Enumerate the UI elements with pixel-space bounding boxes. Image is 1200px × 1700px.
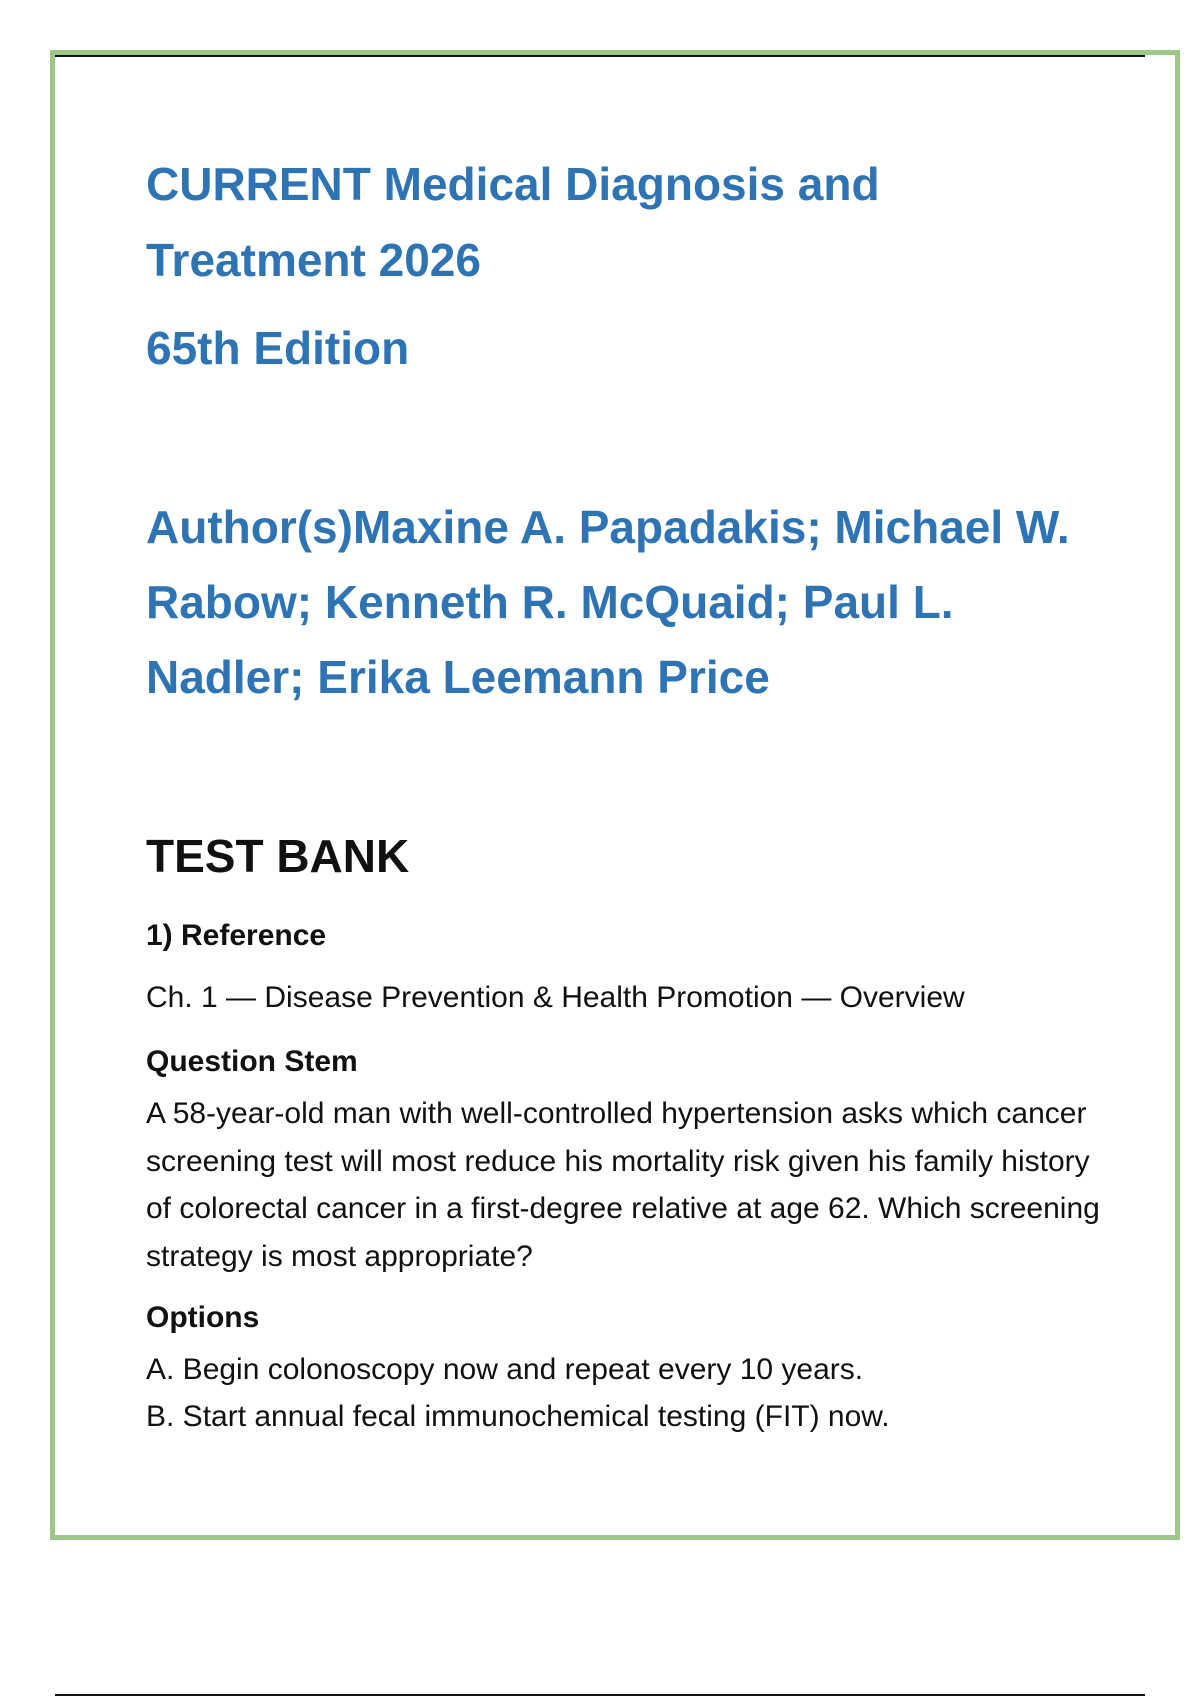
option-a: A. Begin colonoscopy now and repeat every 10 years. [146, 1353, 864, 1386]
option-b: B. Start annual fecal immunochemical testing (FIT) now. [146, 1400, 890, 1433]
top-rule [55, 55, 1145, 57]
book-edition: 65th Edition [146, 322, 410, 374]
test-bank-heading: TEST BANK [146, 830, 410, 882]
question-stem-text: A 58-year-old man with well-controlled hypertension asks which cancer screening test will most reduce his mortality risk given his family history of colorectal cancer in a first-degree relative at age 62. Which screening strategy is most appropriate? [146, 1097, 1100, 1273]
options-list [146, 1346, 890, 1440]
question-stem-label: Question Stem [146, 1045, 358, 1078]
bottom-rule [55, 1694, 1145, 1696]
book-title: CURRENT Medical Diagnosis and Treatment 2026 [146, 158, 880, 286]
reference-text: Ch. 1 — Disease Prevention & Health Promotion — Overview [146, 981, 965, 1014]
book-authors: Author(s)Maxine A. Papadakis; Michael W. Rabow; Kenneth R. McQuaid; Paul L. Nadler; Erika Leemann Price [146, 501, 1070, 703]
reference-label: 1) Reference [146, 919, 327, 952]
options-label: Options [146, 1301, 260, 1334]
